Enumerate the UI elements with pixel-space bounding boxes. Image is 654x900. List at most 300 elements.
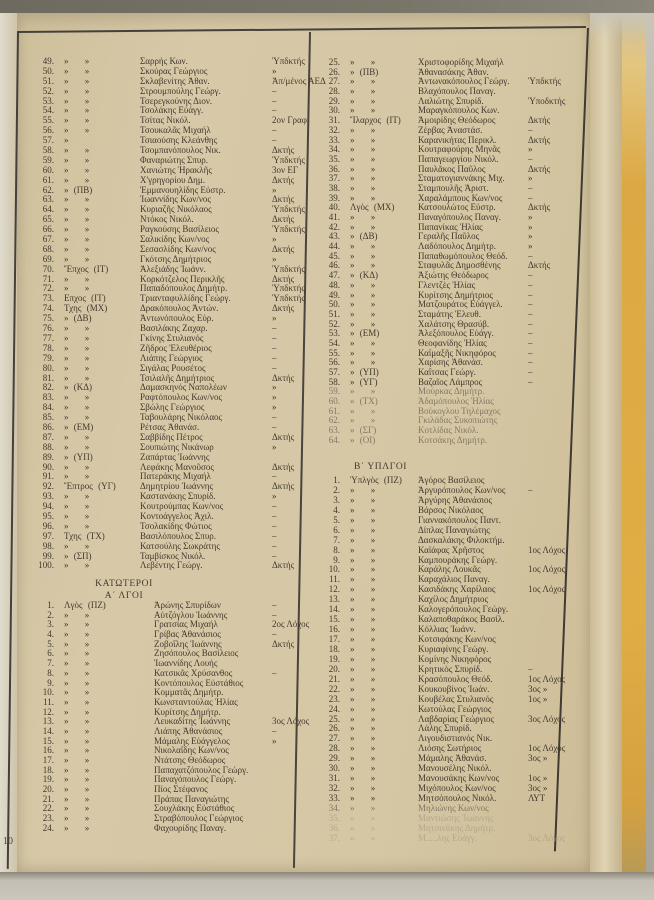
entry-name: Χ'γρηγορίου Δημ. [140,174,205,185]
entry-name: Κοντόπουλος Εὐστάθιος [154,677,244,688]
entry-note: 1ος » [528,693,548,704]
entry-note: – [272,550,277,561]
entry-name: Κυρίτσης Δημήτριος [418,289,493,300]
entry-name: Τριανταφυλλίδης Γεώργ. [140,293,231,304]
entry-note [528,58,590,68]
entry-note: Ὑπδκτής [272,283,305,294]
entry-name: Αὐτζόγλου Ἰωάννης [154,609,228,620]
entry-name: Καϊμαξῆς Νικηφόρος [418,347,496,358]
entry-rank: » » [350,153,376,164]
entry-rank: » » [350,584,376,595]
entry-rank: » [64,135,69,146]
entry-note: 3ος Λόχος [272,716,310,727]
entry-rank: » » [64,658,90,669]
entry-name: Παπαγεωργίου Νικόλ. [418,153,499,164]
entry-note: » [272,253,277,264]
entry-name: Βάρσος Νικόλαος [418,504,484,515]
entry-note: – [528,337,533,348]
entry-name: Παπανίκας Ἠλίας [418,221,483,232]
entry-number: 20. [42,784,54,795]
entry-name: Ἀμοιρίδης Θεόδωρος [418,115,496,126]
entry-number: 31. [328,773,340,784]
entry-note: – [528,367,533,377]
entry-number: 34. [328,144,340,155]
entry-note: Ὑπδκτής [272,154,305,165]
entry-number: 33. [328,793,340,803]
entry-number: 14. [42,725,54,736]
entry-number: 76. [42,323,54,334]
entry-note: – [528,299,533,310]
entry-name: Τσολακίδης Φώτιος [140,520,212,531]
entry-note: 2ον Γραφ. [272,115,310,126]
entry-note: – [272,412,277,423]
entry-note: 3ος Λόχος [528,713,566,724]
entry-name: Ἀργύρης Ἀθανάσιος [418,494,493,505]
entry-number: 38. [328,182,340,193]
entry-rank: » » [64,174,90,185]
entry-note: Ὑπδκτής [272,224,305,235]
entry-rank: » » [64,323,90,334]
entry-rank: » » [64,471,90,482]
entry-name: Ἀντωνόπουλος Εὐρ. [140,313,214,324]
entry-note [272,698,312,708]
entry-name: Σταμάτης Ἐλευθ. [418,308,481,319]
entry-rank: » » [350,347,376,358]
entry-name: Παπαχατζόπουλος Γεώργ. [154,764,249,775]
entry-number: 16. [328,624,340,635]
entry-name: Πράπας Παναγιώτης [154,793,229,804]
entry-rank: » (ΟΙ) [350,434,376,445]
entry-rank: » » [64,784,90,795]
entry-name: Ζέρβας Ἀναστάσ. [418,124,483,135]
entry-number: 78. [42,342,54,353]
entry-name: Καστανάκης Σπυρίδ. [140,491,216,502]
entry-rank: » » [64,793,90,804]
entry-note [528,436,590,446]
entry-number: 94. [42,501,54,512]
entry-number: 71. [42,273,54,284]
entry-note: » [272,491,277,502]
entry-name: Μητσινάκης Δημήτρ. [418,822,496,833]
entry-number: 69. [42,253,54,264]
entry-note [528,635,590,645]
entry-note [272,775,312,785]
entry-note: 1ος » [528,773,548,784]
entry-name: Κωνσταντούλας Ἠλίας [154,696,238,707]
entry-rank: » » [350,504,376,515]
entry-name: Δημητρίου Ἰωάννης [140,481,214,492]
entry-name: Ραγκούσης Βασίλειος [140,224,219,235]
entry-name: Λιόσης Σωτήριος [418,743,482,754]
entry-number: 10. [328,564,340,575]
entry-name: Κομίνης Νικηφόρος [418,653,492,664]
entry-name: Κυριαζῆς Νικόλαος [140,204,212,215]
entry-rank: » » [64,540,90,551]
entry-rank: » » [350,105,376,116]
entry-note [272,785,312,795]
entry-name: Ἀγόρος Βασίλειος [418,475,485,485]
entry-rank: » » [350,415,376,426]
entry-number: 1. [47,600,54,610]
entry-name: Μητσόπουλος Νικόλ. [418,793,497,803]
entry-number: 67. [42,234,54,245]
entry-rank: » » [64,638,90,649]
entry-rank: » » [64,629,90,640]
entry-rank: » » [350,124,376,135]
entry-name: Καχίλος Δημήτριος [418,594,489,605]
entry-name: Βαζαῖος Λάμπρος [418,376,483,387]
entry-rank: » » [64,764,90,775]
entry-note [272,814,312,824]
entry-note [272,756,312,766]
entry-note: – [272,501,277,512]
entry-rank: » » [64,725,90,736]
entry-number: 36. [328,822,340,833]
entry-name: Φαναριώτης Σπυρ. [140,154,209,165]
entry-name: Κυριαφίνης Γεώργ. [418,643,489,654]
entry-note: Ὑπδκτής [528,76,561,87]
entry-number: 5. [333,514,340,525]
entry-name: Νικολαΐδης Κων/νος [154,745,229,756]
entry-note: » [528,231,533,242]
entry-name: Τσιλαλῆς Δημήτριος [140,372,215,383]
entry-note: 3ος » [528,753,548,764]
entry-number: 7. [47,658,54,669]
entry-number: 81. [42,372,54,383]
entry-rank: » » [350,564,376,575]
entry-note: » [528,221,533,232]
entry-name: Βλαχόπουλος Παναγ. [418,86,496,97]
entry-note: » [528,144,533,155]
entry-note: – [272,95,277,106]
entry-number: 29. [328,95,340,106]
entry-note: – [528,250,533,261]
entry-note [528,615,590,625]
entry-number: 60. [328,396,340,407]
entry-rank: » » [350,192,376,203]
entry-number: 9. [47,677,54,688]
entry-number: 13. [328,594,340,605]
entry-name: Κοτλίδας Νικόλ. [418,425,479,436]
entry-name: Χαρίσης Ἀθανάσ. [418,357,483,368]
entry-note: » [272,392,277,403]
entry-name: Χαλάτσης Θρασύβ. [418,318,490,329]
entry-note: – [272,510,277,521]
entry-number: 42. [328,221,340,232]
entry-rank: Ὑπλγὸς (ΠΖ) [350,475,402,485]
entry-number: 35. [328,812,340,823]
entry-number: 72. [42,283,54,294]
entry-rank: » » [64,822,90,833]
entry-rank: » » [64,352,90,363]
entry-number: 95. [42,510,54,521]
entry-rank: » » [350,693,376,704]
entry-rank: » (ΠΒ) [64,184,93,195]
section-header-line2: Α΄ ΛΓΟΙ [104,590,144,601]
entry-note [528,526,590,536]
entry-name: Παυλᾶκος Παῦλος [418,163,486,174]
entry-number: 23. [42,813,54,824]
entry-number: 50. [328,299,340,310]
entry-number: 61. [42,174,54,185]
entry-rank: » (ΔΒ) [64,313,92,324]
entry-rank: » » [64,115,90,126]
entry-name: Τσιαούσης Κλεάνθης [140,135,218,146]
entry-rank: » » [64,224,90,235]
entry-number: 77. [42,332,54,343]
entry-rank: » » [64,243,90,254]
entry-note: » [272,234,277,245]
entry-note: Δκτής [272,214,295,225]
entry-number: 29. [328,753,340,764]
list-item [24,824,312,834]
entry-note: Ὑποδκτής [528,95,566,106]
entry-name: Κουτρούμπας Κων/νος [140,501,224,512]
entry-name: Κουτραφούρης Μηνᾶς [418,144,501,155]
entry-rank: » » [350,594,376,605]
entry-rank: » » [64,164,90,175]
entry-note [272,659,312,669]
entry-name: Ντόκος Νικόλ. [140,214,194,225]
entry-number: 65. [42,214,54,225]
section-header-line1: ΚΑΤΩΤΕΡΟΙ [95,579,153,589]
entry-note: – [272,530,277,541]
entry-note: – [528,484,533,495]
entry-note: Δκτής [272,303,295,314]
entry-note: Δκτής [272,273,295,284]
entry-note: – [528,318,533,329]
entry-rank: Λγὸς (ΜΧ) [350,202,395,213]
entry-note [528,804,590,814]
entry-rank: » » [350,773,376,784]
entry-number: 1. [333,475,340,485]
entry-rank: » » [350,299,376,310]
entry-note: – [272,421,277,432]
entry-rank: » » [64,402,90,413]
entry-number: 2. [47,609,54,620]
entry-rank: » » [64,735,90,746]
entry-name: Τσολάκης Εὐάγγ. [140,105,204,116]
entry-number: 30. [328,763,340,774]
entry-number: 8. [333,544,340,555]
entry-note: Δκτής [272,194,295,205]
entry-note: ΛΥΤ [528,793,546,803]
entry-rank: » » [64,412,90,423]
entry-note: Ἀπ/μένος ΑΕΔ [272,75,326,86]
entry-note: Ὑπδκτής [272,263,305,274]
entry-note [272,795,312,805]
entry-number: 22. [42,803,54,814]
entry-number: 46. [328,260,340,271]
entry-name: Τσομπανόπουλος Νικ. [140,145,221,156]
entry-name: Ρέτσας Ἀθανάσ. [140,421,200,432]
entry-number: 57. [328,367,340,377]
entry-note: 1ος Λόχος [528,743,566,754]
entry-number: 86. [42,421,54,432]
entry-rank: » » [350,713,376,724]
entry-name: Δαμασκηνός Ναπολέων [140,382,227,393]
entry-note [528,407,590,417]
entry-number: 64. [328,434,340,445]
entry-name: Κυρίτσης Δημήτρ. [154,706,221,717]
entry-rank: » » [350,753,376,764]
entry-name: Ἀλεξιάδης Ἰωάνν. [140,263,206,274]
entry-name: Χριστοφορίδης Μιχαήλ [418,57,504,67]
entry-rank: » » [350,673,376,684]
entry-rank: » » [350,683,376,694]
entry-name: Γκιλάδας Συκοπιώτης [418,415,498,426]
entry-number: 3. [333,494,340,505]
entry-rank: » » [64,75,90,86]
entry-rank: » » [64,560,90,571]
entry-note: – [272,105,277,116]
entry-name: Χανιώτης Ἡρακλῆς [140,164,212,175]
entry-note [528,397,590,407]
entry-note: – [528,357,533,368]
entry-name: Μανουσέλης Νικόλ. [418,763,492,774]
entry-note [528,416,590,426]
entry-note: Δκτής [272,174,295,185]
entry-rank: » » [64,648,90,659]
entry-number: 35. [328,153,340,164]
entry-rank: » » [350,743,376,754]
entry-number: 21. [328,673,340,684]
entry-number: 50. [42,65,54,76]
entry-note: 1ος Λόχος [528,584,566,595]
entry-name: Λιάπης Γεώργιος [140,352,203,363]
entry-number: 70. [42,263,54,274]
entry-note: Δκτής [272,461,295,472]
entry-rank: Επχος (ΙΤ) [64,293,106,304]
entry-rank: » » [64,85,90,96]
entry-number: 25. [328,57,340,67]
entry-note: 3ος Λόχος [528,832,566,843]
entry-note [528,426,590,436]
entry-name: Σουχλάκης Εὐστάθιος [154,803,235,814]
entry-number: 8. [47,667,54,678]
entry-rank: » » [350,544,376,555]
entry-note: Ὑπδκτής [272,293,305,304]
entry-name: Λαλιώτης Σπυρίδ. [418,95,484,106]
entry-note [528,625,590,635]
entry-name: Παναγόπουλος Γεώργ. [154,774,237,785]
entry-name: Λάλης Σπυρίδ. [418,723,472,734]
entry-note: Δκτής [272,243,295,254]
entry-note: – [528,308,533,319]
entry-name: Καράλης Λουκᾶς [418,564,481,575]
entry-name: Κομματᾶς Δημήτρ. [154,687,224,698]
entry-note [272,688,312,698]
entry-name: Ἀλεξόπουλος Εὐάγγ. [418,328,494,339]
entry-number: 89. [42,451,54,462]
entry-name: Σκούρας Γεώργιος [140,65,208,76]
entry-name: Μούρκας Δημήτρ. [418,386,485,397]
entry-note: – [272,85,277,96]
entry-rank: » » [350,643,376,654]
entry-number: 17. [42,755,54,765]
entry-name: Γεραλῆς Παῦλος [418,231,480,242]
entry-note: 1ος Λόχος [528,564,566,575]
entry-number: 62. [42,184,54,195]
entry-name: Παπαθωμόπουλος Θεόδ. [418,250,508,261]
entry-note: – [528,376,533,387]
entry-number: 36. [328,163,340,174]
entry-rank: » » [350,337,376,348]
entry-number: 56. [42,125,54,136]
entry-note: Δκτής [528,115,551,126]
entry-name: Ταβουλάρης Νικόλαος [140,412,223,423]
entry-name: Μηλιώνης Κων/νος [418,802,489,813]
entry-number: 11. [43,696,54,707]
entry-note: 1ος Λόχος [528,673,566,684]
entry-name: Ἀδαμόπουλος Ἠλίας [418,396,494,407]
entry-number: 98. [42,540,54,551]
entry-name: Ζησόπουλος Βασίλειος [154,648,239,659]
entry-rank: » » [64,431,90,442]
entry-rank: » » [64,392,90,403]
entry-number: 4. [47,629,54,640]
entry-note [528,506,590,516]
entry-number: 54. [42,105,54,116]
entry-note: » [528,241,533,252]
entry-rank: » » [350,614,376,625]
entry-name: Ἰωαννίδης Κων/νος [140,194,211,205]
entry-rank: » » [350,212,376,222]
entry-note: – [528,663,533,674]
entry-name: Κόλλιας Ἰωάνν. [418,624,476,635]
entry-number: 59. [42,154,54,165]
entry-number: 55. [328,347,340,358]
entry-number: 10. [42,687,54,698]
entry-rank: Τχης (ΤΧ) [64,530,105,541]
entry-name: Ἀντωνακόπουλος Γεώργ. [418,76,510,87]
entry-rank: Ἴλαρχος (ΙΤ) [350,115,401,126]
entry-note: Δκτής [528,163,551,174]
entry-name: Μαντιώσης Ἰωάννης [418,812,494,823]
entry-name: Θεοφανίδης Ἠλίας [418,337,487,348]
entry-rank: » » [350,802,376,813]
entry-number: 44. [328,241,340,252]
entry-name: Κοτσάκης Δημήτρ. [418,434,488,445]
entry-name: Μάμαλης Εὐάγγελος [154,735,230,746]
entry-number: 96. [42,520,54,531]
entry-rank: Ἔπχος (ΙΤ) [64,263,109,274]
entry-number: 4. [333,504,340,515]
entry-name: Πίος Στέφανος [154,784,208,795]
entry-number: 93. [42,491,54,502]
entry-name: Πατεράκης Μιχαήλ [140,471,211,482]
entry-name: Δίπλας Παναγιώτης [418,524,490,535]
entry-name: Τσουκαλᾶς Μιχαήλ [140,125,211,136]
entry-rank: » » [350,250,376,261]
entry-rank: » » [64,441,90,452]
entry-name: Στρουμπούλης Γεώργ. [140,85,221,96]
entry-number: 75. [42,313,54,324]
entry-name: Σταφυλᾶς Δημοσθένης [418,260,501,271]
entry-note: Δκτής [272,431,295,442]
entry-note: – [272,609,277,620]
entry-number: 43. [328,231,340,242]
entry-name: Καϊάφας Χρῆστος [418,544,484,555]
entry-name: Λιάπης Ἀθανάσιος [154,725,223,736]
page-number: 10 [3,836,13,847]
entry-rank: » » [64,283,90,294]
entry-name: Μάμαλης Ἀθανάσ. [418,753,487,764]
entry-name: Μιχόπουλος Κων/νος [418,783,496,794]
entry-note [528,496,590,506]
entry-rank: » » [64,56,90,66]
entry-note [528,724,590,734]
